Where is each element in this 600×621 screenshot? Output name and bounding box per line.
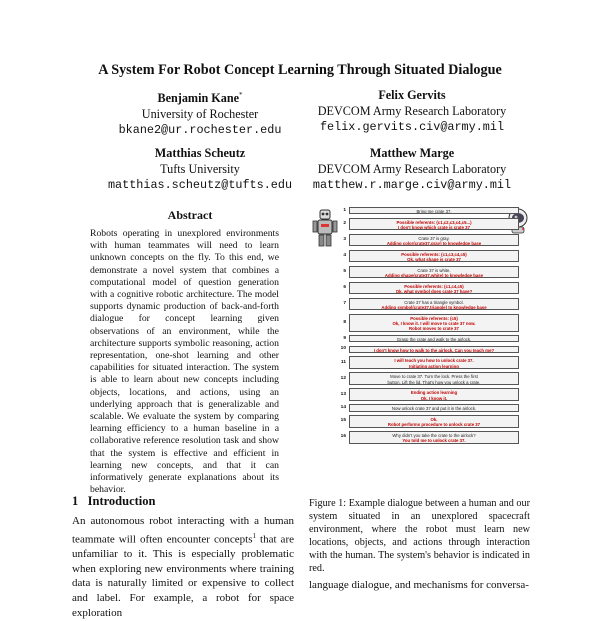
- author-affiliation: Tufts University: [160, 162, 240, 176]
- dialogue-turn: [349, 266, 519, 279]
- dialogue-turn: [349, 431, 519, 444]
- intro-paragraph: [72, 514, 294, 621]
- dialogue-turn: [349, 250, 519, 263]
- human-utterance: button. Lift the lid. That's how you unlock a crate.: [387, 379, 481, 385]
- paper-title: A System For Robot Concept Learning Through Situated Dialogue: [98, 62, 502, 78]
- author-affiliation: University of Rochester: [141, 107, 259, 122]
- section-heading: 1 Introduction: [72, 494, 156, 508]
- author-block: [292, 87, 532, 135]
- dialogue-turn: [349, 415, 519, 428]
- turn-number: 9: [343, 335, 346, 341]
- human-utterance: Crate 37 has a triangle symbol.: [404, 299, 464, 305]
- system-utterance: I don't know which crate is crate 37: [398, 225, 470, 230]
- system-utterance: Ok, what shape is crate 37: [407, 257, 461, 262]
- robot-icon: [312, 208, 338, 248]
- figure-caption: Figure 1: Example dialogue between a human and our system situated in an unexplored spacecraft environment, where the robot must learn new locations, objects, and actions through interaction with the human. The system's behavior is indicated in red.: [309, 498, 530, 574]
- dialogue-turn: [349, 218, 519, 231]
- intro-text: An autonomous robot interacting with a human teammate will often encounter concepts: [72, 515, 294, 546]
- author-email[interactable]: bkane2@ur.rochester.edu: [118, 123, 282, 138]
- right-column-text: language dialogue, and mechanisms for conversa-: [309, 579, 529, 591]
- human-utterance: Bring me crate 37.: [416, 209, 452, 214]
- author-block: [95, 145, 305, 193]
- author-name: Benjamin Kane: [157, 91, 240, 106]
- turn-number: 6: [343, 285, 346, 290]
- dialogue-turn: [349, 346, 519, 353]
- dialogue-turn: [349, 207, 519, 214]
- turn-number: 14: [340, 404, 346, 410]
- author-email[interactable]: matthew.r.marge.civ@army.mil: [312, 178, 512, 192]
- system-utterance: Ok, I know it. I will move to crate 37 now.: [392, 321, 476, 326]
- turn-number: 16: [340, 434, 346, 440]
- turn-number: 8: [343, 319, 346, 325]
- turn-number: 12: [340, 375, 346, 381]
- author-email[interactable]: felix.gervits.civ@army.mil: [319, 120, 505, 134]
- system-utterance: Ok, what symbol does crate 37 have?: [395, 289, 473, 294]
- author-name: Felix Gervits: [378, 88, 446, 102]
- author-email[interactable]: matthias.scheutz@tufts.edu: [107, 178, 293, 192]
- system-utterance: Adding symbol(crate37,triangle) to knowledge base: [381, 305, 487, 310]
- author-block: [292, 145, 532, 193]
- turn-number: 4: [343, 253, 346, 258]
- dialogue-turn: [349, 404, 519, 411]
- dialogue-turn: [349, 388, 519, 401]
- turn-number: 3: [343, 237, 346, 242]
- turn-number: 1: [343, 207, 346, 213]
- abstract-heading: Abstract: [167, 208, 213, 222]
- author-affiliation: DEVCOM Army Research Laboratory: [317, 162, 507, 176]
- human-utterance: Now unlock crate 37 and put it in the airlock.: [391, 406, 477, 412]
- system-utterance: Ok, I know it.: [420, 395, 448, 401]
- system-utterance: Initiating action learning: [409, 363, 459, 369]
- human-utterance: Grasp the crate and walk to the airlock.: [396, 337, 472, 342]
- turn-number: 11: [340, 359, 346, 365]
- system-utterance: Possible referents: (c1,c2,c3,c4,c5...): [396, 219, 472, 225]
- system-utterance: You told me to unlock crate 37.: [402, 438, 466, 444]
- system-utterance: Robot moves to crate 37: [409, 326, 459, 332]
- author-affiliation: DEVCOM Army Research Laboratory: [317, 104, 507, 118]
- dialogue-turn: [349, 282, 519, 295]
- system-utterance: I don't know how to walk to the airlock. Can you teach me?: [373, 347, 495, 353]
- turn-number: 5: [343, 269, 346, 274]
- dialogue-turn: [349, 314, 519, 332]
- turn-number: 2: [343, 221, 346, 226]
- dialogue-figure: [312, 203, 530, 485]
- intro-text-continued: that are unfamiliar to it. This is especially problematic when exploring new environments where training data is naturally limited or expensive to collect and label. For example, a robot for space exploration: [72, 533, 294, 619]
- turn-number: 10: [340, 346, 346, 352]
- human-utterance: Crate 37 is white.: [417, 267, 451, 273]
- turn-number: 7: [343, 301, 346, 306]
- dialogue-turn: [349, 372, 519, 385]
- footnote-marker[interactable]: 1: [252, 531, 256, 540]
- human-utterance: Move to crate 37. Turn the lock. Press the first: [390, 374, 478, 380]
- dialogue-turn: [349, 234, 519, 247]
- system-utterance: Robot performs procedure to unlock crate 37: [387, 422, 481, 428]
- author-block: [95, 87, 305, 138]
- turn-number: 15: [340, 418, 346, 424]
- author-name: Matthew Marge: [369, 146, 455, 160]
- system-utterance: Possible referents: (c1,c3,c4,c5): [401, 251, 467, 257]
- turn-number: 13: [340, 391, 346, 397]
- dialogue-turn: [349, 356, 519, 369]
- author-mark: *: [239, 91, 243, 99]
- system-utterance: Possible referents: (c5): [410, 315, 458, 321]
- human-utterance: Why didn't you take the crate to the airlock?: [392, 432, 476, 438]
- system-utterance: Ok.: [430, 416, 438, 422]
- human-utterance: Crate 37 is gray.: [418, 235, 450, 241]
- system-utterance: I will teach you how to unlock crate 37.: [394, 358, 474, 364]
- system-utterance: Adding shape(crate37,white) to knowledge base: [384, 273, 484, 278]
- system-utterance: Adding color(crate37,gray) to knowledge base: [386, 241, 482, 246]
- dialogue-turn: [349, 335, 519, 342]
- abstract-text: Robots operating in unexplored environments with human teammates will need to learn unknown concepts on the fly. To this end, we demonstrate a novel system that combines a computational model of question generation with a cognitive robotic architecture. The model supports dynamic production of back-and-forth dialogue for concept learning given observations of an environment, while the architecture supports symbolic reasoning, action representation, one-shot learning and other capabilities for situated interaction. The system is able to learn about new concepts including objects, locations, and actions, using an underlying approach that is generalizable and scalable. We evaluate the system by comparing learning efficiency to a human baseline in a collaborative reference resolution task and show that the system is effective and efficient in learning new concepts, and that it can informatively generate explanations about its behavior.: [90, 228, 279, 496]
- system-utterance: Ending action learning: [410, 390, 458, 396]
- author-name: Matthias Scheutz: [154, 146, 246, 160]
- dialogue-turn: [349, 298, 519, 311]
- system-utterance: Possible referents: (c1,c4,c5): [404, 283, 464, 289]
